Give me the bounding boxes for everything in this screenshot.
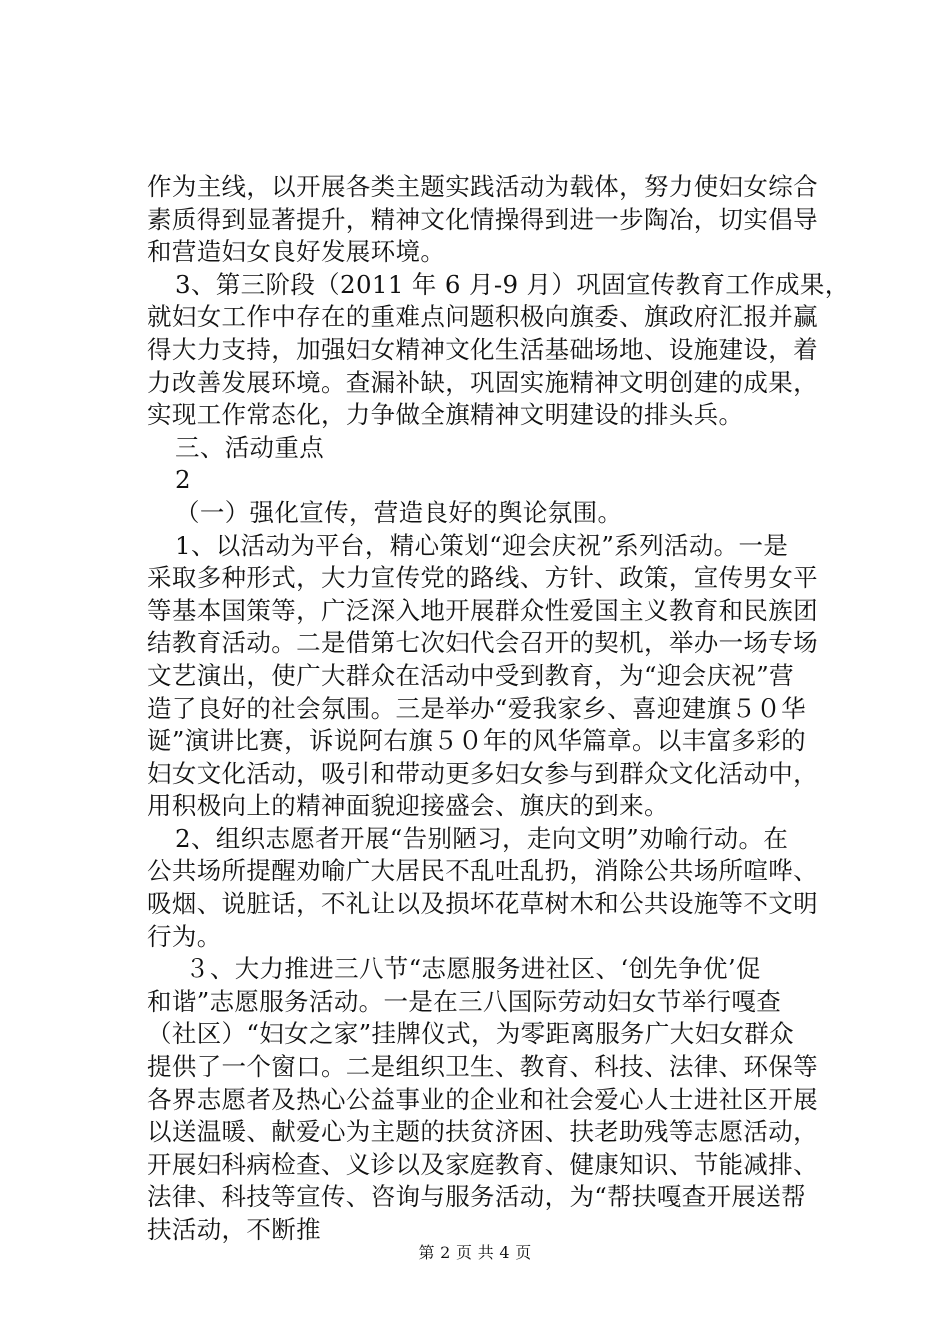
text-line: 开展妇科病检查、义诊以及家庭教育、健康知识、节能减排、 [147, 1149, 818, 1179]
document-body [147, 171, 850, 1247]
text-line: 妇女文化活动，吸引和带动更多妇女参与到群众文化活动中， [147, 758, 818, 788]
text-line: 扶活动，不断推 [147, 1215, 321, 1244]
subsection-heading: （一）强化宣传，营造良好的舆论氛围。 [175, 497, 623, 527]
item-2-paragraph-start: 2、组织志愿者开展“告别陋习，走向文明”劝喻行动。在 [175, 823, 789, 853]
text-line: 力改善发展环境。查漏补缺，巩固实施精神文明创建的成果， [147, 367, 818, 397]
text-line: 等基本国策等，广泛深入地开展群众性爱国主义教育和民族团 [147, 595, 818, 625]
text-line: 素质得到显著提升，精神文化情操得到进一步陶冶，切实倡导 [147, 204, 818, 234]
text-line: （社区）“妇女之家”挂牌仪式，为零距离服务广大妇女群众 [147, 1019, 794, 1049]
text-line: 法律、科技等宣传、咨询与服务活动，为“帮扶嘎查开展送帮 [147, 1182, 806, 1212]
item-3-paragraph-start: ３、大力推进三八节“志愿服务进社区、‘创先争优’促 [185, 954, 761, 984]
text-line: 各界志愿者及热心公益事业的企业和社会爱心人士进社区开展 [147, 1084, 818, 1114]
text-line: 文艺演出，使广大群众在活动中受到教育，为“迎会庆祝”营 [147, 660, 794, 690]
text-line: 就妇女工作中存在的重难点问题积极向旗委、旗政府汇报并赢 [147, 302, 818, 332]
stray-number: 2 [175, 465, 191, 495]
text-line: 作为主线，以开展各类主题实践活动为载体，努力使妇女综合 [147, 172, 818, 201]
text-line: 造了良好的社会氛围。三是举办“爱我家乡、喜迎建旗５０华 [147, 693, 806, 723]
text-line: 实现工作常态化，力争做全旗精神文明建设的排头兵。 [147, 400, 744, 430]
section-3-paragraph-start: 3、第三阶段（2011 年 6 月-9 月）巩固宣传教育工作成果， [175, 269, 850, 299]
page-number-footer: 第 2 页 共 4 页 [418, 1243, 532, 1262]
text-line: 行为。 [147, 921, 222, 951]
section-heading: 三、活动重点 [175, 432, 325, 462]
text-line: 吸烟、说脏话，不礼让以及损坏花草树木和公共设施等不文明 [147, 889, 818, 919]
text-line: 以送温暖、献爱心为主题的扶贫济困、扶老助残等志愿活动， [147, 1117, 818, 1147]
text-line: 诞”演讲比赛，诉说阿右旗５０年的风华篇章。以丰富多彩的 [147, 726, 806, 756]
text-line: 得大力支持，加强妇女精神文化生活基础场地、设施建设，着 [147, 334, 818, 364]
item-1-paragraph-start: 1、以活动为平台，精心策划“迎会庆祝”系列活动。一是 [175, 530, 789, 560]
text-line: 用积极向上的精神面貌迎接盛会、旗庆的到来。 [147, 791, 669, 821]
text-line: 公共场所提醒劝喻广大居民不乱吐乱扔，消除公共场所喧哗、 [147, 856, 818, 886]
text-line: 结教育活动。二是借第七次妇代会召开的契机，举办一场专场 [147, 628, 818, 658]
text-line: 提供了一个窗口。二是组织卫生、教育、科技、法律、环保等 [147, 1052, 818, 1082]
text-line: 和营造妇女良好发展环境。 [147, 237, 446, 267]
text-line: 采取多种形式，大力宣传党的路线、方针、政策，宣传男女平 [147, 563, 818, 593]
text-line: 和谐”志愿服务活动。一是在三八国际劳动妇女节举行嘎查 [147, 986, 782, 1016]
